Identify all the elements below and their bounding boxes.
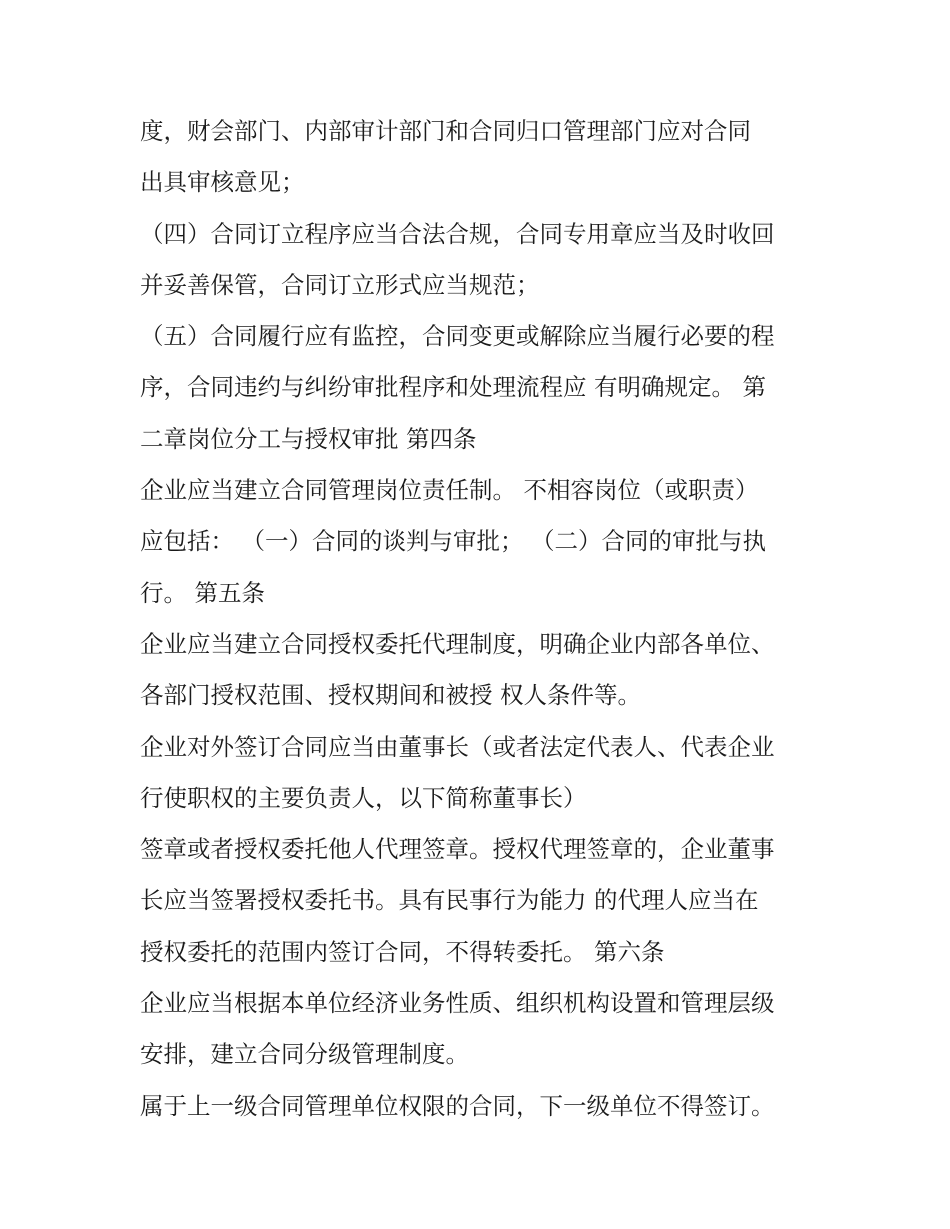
text-line: 应包括： （一）合同的谈判与审批； （二）合同的审批与执 (140, 527, 766, 556)
text-line: 并妥善保管，合同订立形式应当规范； (140, 270, 540, 299)
text-line: 授权委托的范围内签订合同，不得转委托。 第六条 (140, 937, 665, 966)
text-line: 行使职权的主要负责人，以下简称董事长） (140, 783, 587, 812)
text-line: 企业对外签订合同应当由董事长（或者法定代表人、代表企业 (140, 732, 775, 761)
text-line: 企业应当根据本单位经济业务性质、组织机构设置和管理层级 (140, 989, 775, 1018)
text-line: 企业应当建立合同授权委托代理制度，明确企业内部各单位、 (140, 629, 775, 658)
text-line: 序，合同违约与纠纷审批程序和处理流程应 有明确规定。 第 (140, 373, 766, 402)
text-line: 行。 第五条 (140, 578, 265, 607)
text-line: 签章或者授权委托他人代理签章。授权代理签章的，企业董事 (140, 835, 775, 864)
text-line: 长应当签署授权委托书。具有民事行为能力 的代理人应当在 (140, 886, 759, 915)
text-line: （四）合同订立程序应当合法合规，合同专用章应当及时收回 (140, 219, 775, 248)
document-body (140, 106, 830, 1132)
text-line: 企业应当建立合同管理岗位责任制。 不相容岗位（或职责） (140, 476, 759, 505)
text-line: 度，财会部门、内部审计部门和合同归口管理部门应对合同 (140, 117, 751, 145)
text-line: 各部门授权范围、授权期间和被授 权人条件等。 (140, 681, 641, 710)
text-line: （五）合同履行应有监控，合同变更或解除应当履行必要的程 (140, 322, 775, 351)
text-line: 二章岗位分工与授权审批 第四条 (140, 424, 477, 453)
text-line: 属于上一级合同管理单位权限的合同，下一级单位不得签订。 (140, 1091, 775, 1120)
text-line: 安排，建立合同分级管理制度。 (140, 1040, 469, 1069)
text-line: 出具审核意见； (140, 168, 305, 197)
